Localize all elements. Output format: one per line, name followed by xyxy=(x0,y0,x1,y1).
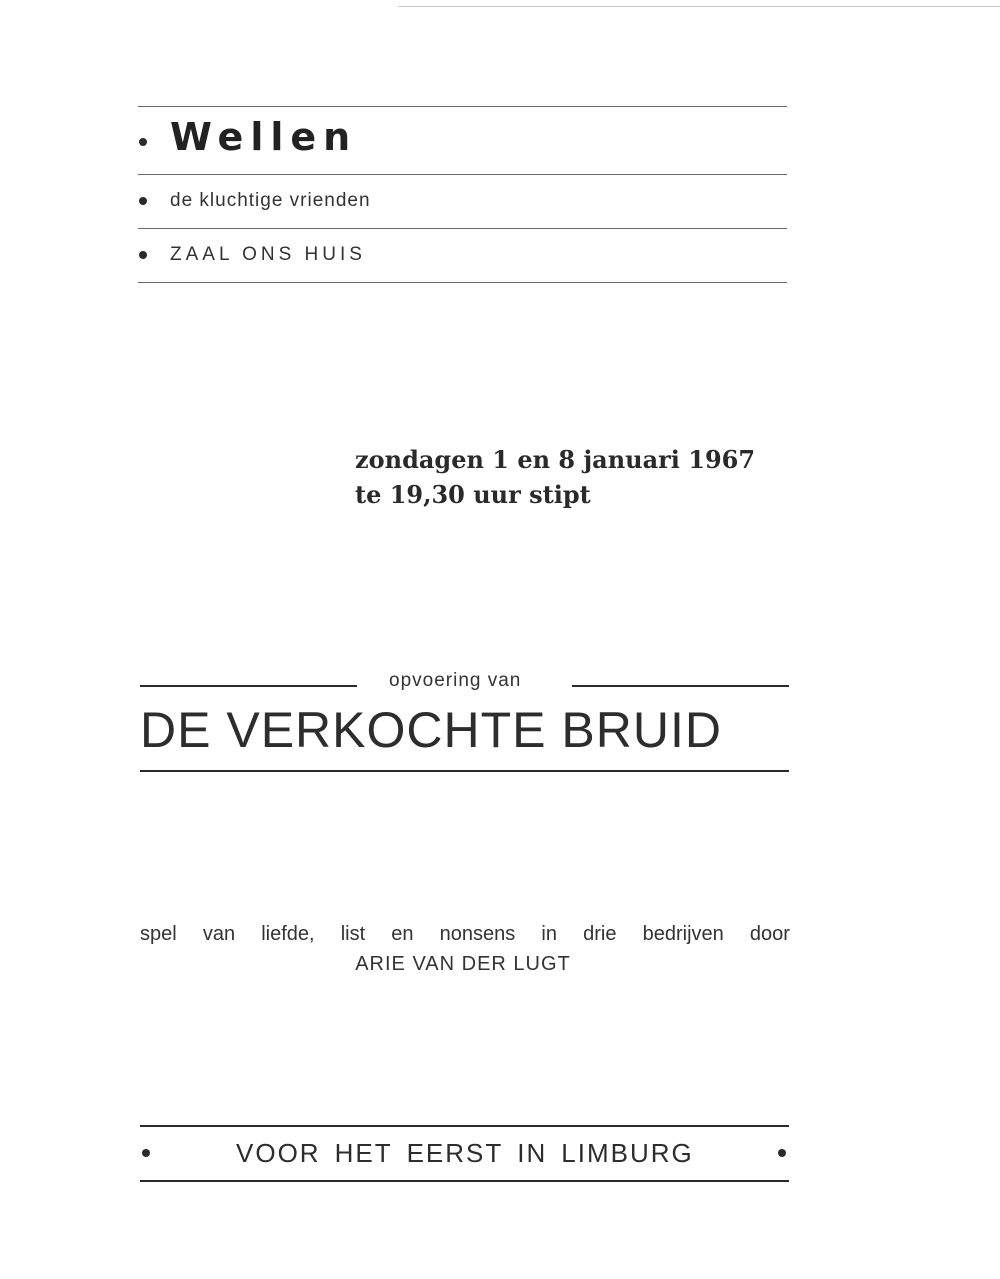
paper-edge-line xyxy=(398,6,1000,7)
divider xyxy=(138,282,787,283)
description-word: list xyxy=(340,923,366,945)
event-time: te 19,30 uur stipt xyxy=(355,480,591,509)
description-word: en xyxy=(391,923,414,945)
description-word: in xyxy=(541,923,557,945)
description-word: van xyxy=(202,923,236,945)
description-word: door xyxy=(749,923,790,945)
description-word: liefde, xyxy=(261,923,315,945)
divider xyxy=(138,174,787,175)
venue: ZAAL ONS HUIS xyxy=(170,244,366,265)
bullet-icon xyxy=(778,1149,786,1157)
footer-word: VOOR xyxy=(236,1138,321,1168)
play-title: DE VERKOCHTE BRUID xyxy=(140,702,722,758)
play-description xyxy=(140,921,790,947)
description-word: nonsens xyxy=(439,923,516,945)
intro-label: opvoering van xyxy=(389,670,522,691)
divider-left xyxy=(140,685,357,687)
description-word: bedrijven xyxy=(642,923,724,945)
bullet-icon xyxy=(139,251,147,259)
bullet-icon xyxy=(142,1149,150,1157)
footer-top-rule xyxy=(140,1125,789,1127)
subtitle: de kluchtige vrienden xyxy=(170,190,371,211)
divider xyxy=(138,228,787,229)
description-word: spel xyxy=(140,923,177,945)
footer-word: EERST xyxy=(406,1138,504,1168)
footer-bottom-rule xyxy=(140,1180,789,1182)
footer-word: LIMBURG xyxy=(561,1138,694,1168)
footer-word: IN xyxy=(517,1138,548,1168)
description-word: drie xyxy=(583,923,617,945)
footer-word: HET xyxy=(334,1138,393,1168)
divider xyxy=(138,106,787,107)
title-underline xyxy=(140,770,789,772)
bullet-icon xyxy=(139,197,147,205)
footer-note xyxy=(236,1136,708,1170)
page-title: Wellen xyxy=(170,115,358,159)
event-dates: zondagen 1 en 8 januari 1967 xyxy=(355,445,756,474)
author: ARIE VAN DER LUGT xyxy=(355,953,571,975)
divider-right xyxy=(572,685,789,687)
bullet-icon xyxy=(139,138,147,146)
